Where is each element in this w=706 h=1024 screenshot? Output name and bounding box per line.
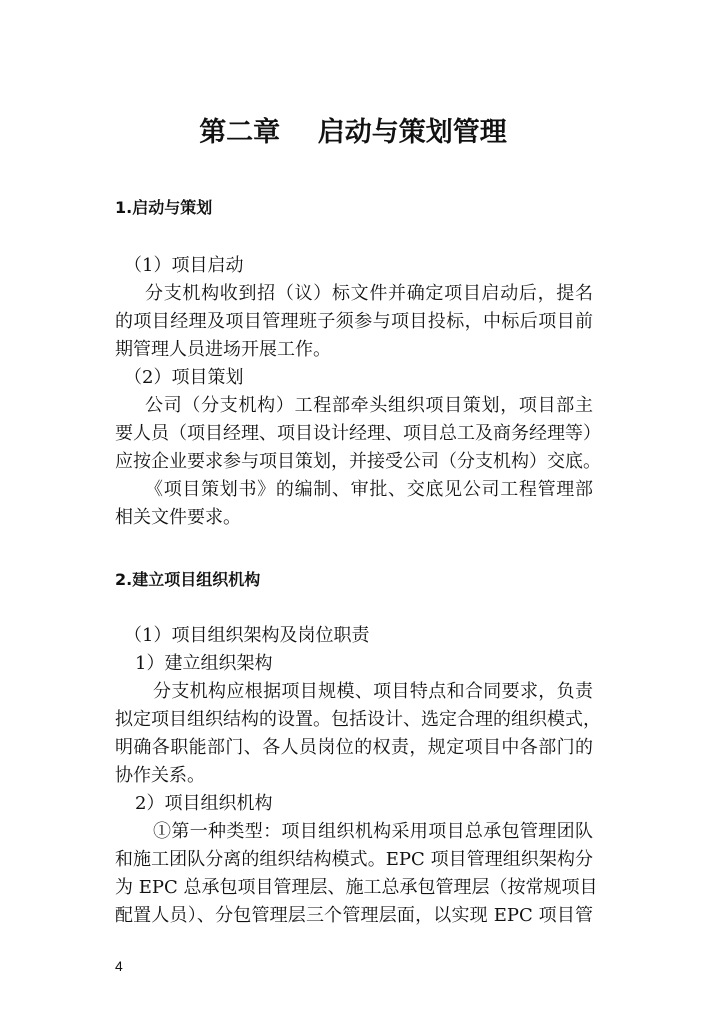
paragraph-line: 《项目策划书》的编制、审批、交底见公司工程管理部 — [145, 479, 593, 500]
paragraph-line: 和施工团队分离的组织结构模式。EPC 项目管理组织架构分 — [115, 849, 593, 870]
section-2-body — [115, 622, 601, 930]
paragraph-line: 公司（分支机构）工程部牵头组织项目策划，项目部主 — [145, 395, 593, 416]
page-number: 4 — [115, 958, 123, 974]
subheading: 1）建立组织架构 — [135, 653, 273, 674]
chapter-title: 第二章 启动与策划管理 — [199, 117, 507, 148]
paragraph-line: 相关文件要求。 — [115, 507, 241, 528]
paragraph-line: 期管理人员进场开展工作。 — [115, 339, 331, 360]
subheading: 2）项目组织机构 — [135, 793, 273, 814]
section-heading-2: 2.建立项目组织机构 — [115, 570, 261, 589]
subheading: （1）项目组织架构及岗位职责 — [124, 625, 370, 646]
section-heading-1: 1.启动与策划 — [115, 198, 213, 217]
paragraph-line: 协作关系。 — [115, 765, 205, 786]
paragraph-line: 分支机构应根据项目规模、项目特点和合同要求，负责 — [153, 681, 593, 702]
paragraph-line: 为 EPC 总承包项目管理层、施工总承包管理层（按常规项目 — [115, 877, 598, 898]
paragraph-line: 应按企业要求参与项目策划，并接受公司（分支机构）交底。 — [115, 451, 601, 472]
paragraph-line: 要人员（项目经理、项目设计经理、项目总工及商务经理等） — [115, 423, 601, 444]
paragraph-line: 明确各职能部门、各人员岗位的权责，规定项目中各部门的 — [115, 737, 593, 758]
paragraph-line: 配置人员）、分包管理层三个管理层面，以实现 EPC 项目管 — [115, 905, 593, 926]
subheading: （1）项目启动 — [124, 255, 244, 276]
section-1-body — [115, 252, 601, 532]
paragraph-line: 拟定项目组织结构的设置。包括设计、选定合理的组织模式， — [115, 709, 601, 730]
paragraph-line: 分支机构收到招（议）标文件并确定项目启动后，提名 — [145, 283, 593, 304]
paragraph-line: ①第一种类型：项目组织机构采用项目总承包管理团队 — [153, 821, 593, 842]
paragraph-line: 的项目经理及项目管理班子须参与项目投标，中标后项目前 — [115, 311, 593, 332]
subheading: （2）项目策划 — [124, 367, 244, 388]
